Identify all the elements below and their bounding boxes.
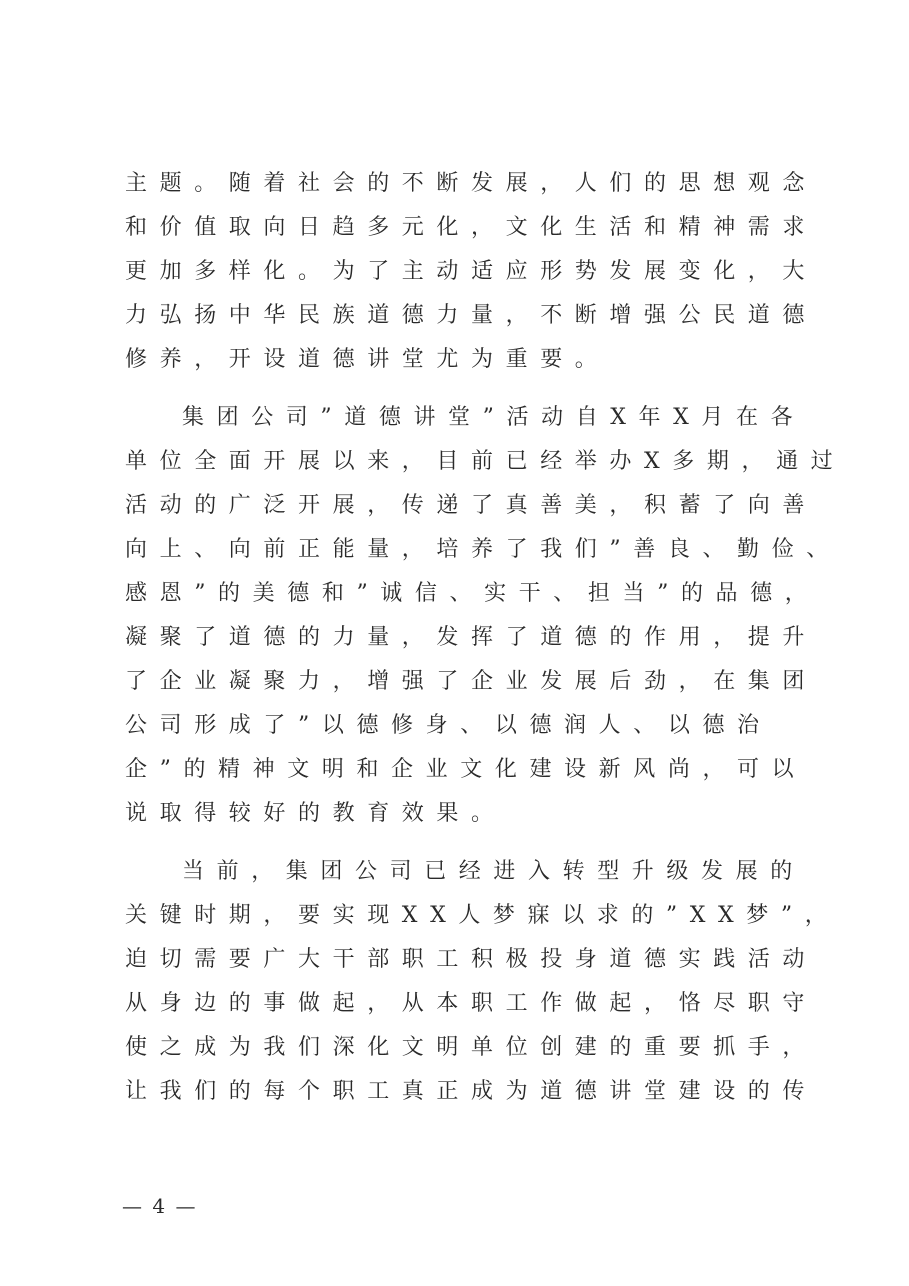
- paragraph-2-line-1: 集团公司”道德讲堂”活动自X年X月在各: [182, 405, 806, 430]
- paragraph-spacer: [125, 382, 825, 396]
- paragraph-2-line-9: 企”的精神文明和企业文化建设新风尚，可以: [125, 757, 807, 782]
- paragraph-spacer: [125, 836, 825, 850]
- paragraph-2-line-3: 活动的广泛开展，传递了真善美，积蓄了向善: [125, 493, 818, 518]
- paragraph-1-line-2: 和价值取向日趋多元化，文化生活和精神需求: [125, 215, 818, 240]
- paragraph-3-line-2: 关键时期，要实现XX人梦寐以求的”XX梦”，: [125, 903, 840, 928]
- paragraph-3-line-5: 使之成为我们深化文明单位创建的重要抓手，: [125, 1035, 818, 1060]
- paragraph-2-line-2: 单位全面开展以来，目前已经举办X多期，通过: [125, 449, 846, 474]
- paragraph-3-line-3: 迫切需要广大干部职工积极投身道德实践活动: [125, 947, 818, 972]
- paragraph-3-line-4: 从身边的事做起，从本职工作做起，恪尽职守: [125, 991, 818, 1016]
- paragraph-2-line-6: 凝聚了道德的力量，发挥了道德的作用，提升: [125, 625, 818, 650]
- paragraph-1-line-3: 更加多样化。为了主动适应形势发展变化，大: [125, 259, 818, 284]
- paragraph-2-line-10: 说取得较好的教育效果。: [125, 801, 506, 826]
- paragraph-1-line-1: 主题。随着社会的不断发展，人们的思想观念: [125, 171, 818, 196]
- paragraph-2-line-8: 公司形成了”以德修身、以德润人、以德治: [125, 713, 772, 738]
- body-text: [125, 162, 846, 1114]
- paragraph-2-line-7: 了企业凝聚力，增强了企业发展后劲，在集团: [125, 669, 818, 694]
- paragraph-3-line-6: 让我们的每个职工真正成为道德讲堂建设的传: [125, 1079, 818, 1104]
- paragraph-1-line-5: 修养，开设道德讲堂尤为重要。: [125, 347, 610, 372]
- paragraph-2-line-5: 感恩”的美德和”诚信、实干、担当”的品德，: [125, 581, 820, 606]
- paragraph-3-line-1: 当前，集团公司已经进入转型升级发展的: [182, 859, 805, 884]
- paragraph-1-line-4: 力弘扬中华民族道德力量，不断增强公民道德: [125, 303, 818, 328]
- page-number: — 4 —: [122, 1194, 198, 1218]
- paragraph-2-line-4: 向上、向前正能量，培养了我们”善良、勤俭、: [125, 537, 841, 562]
